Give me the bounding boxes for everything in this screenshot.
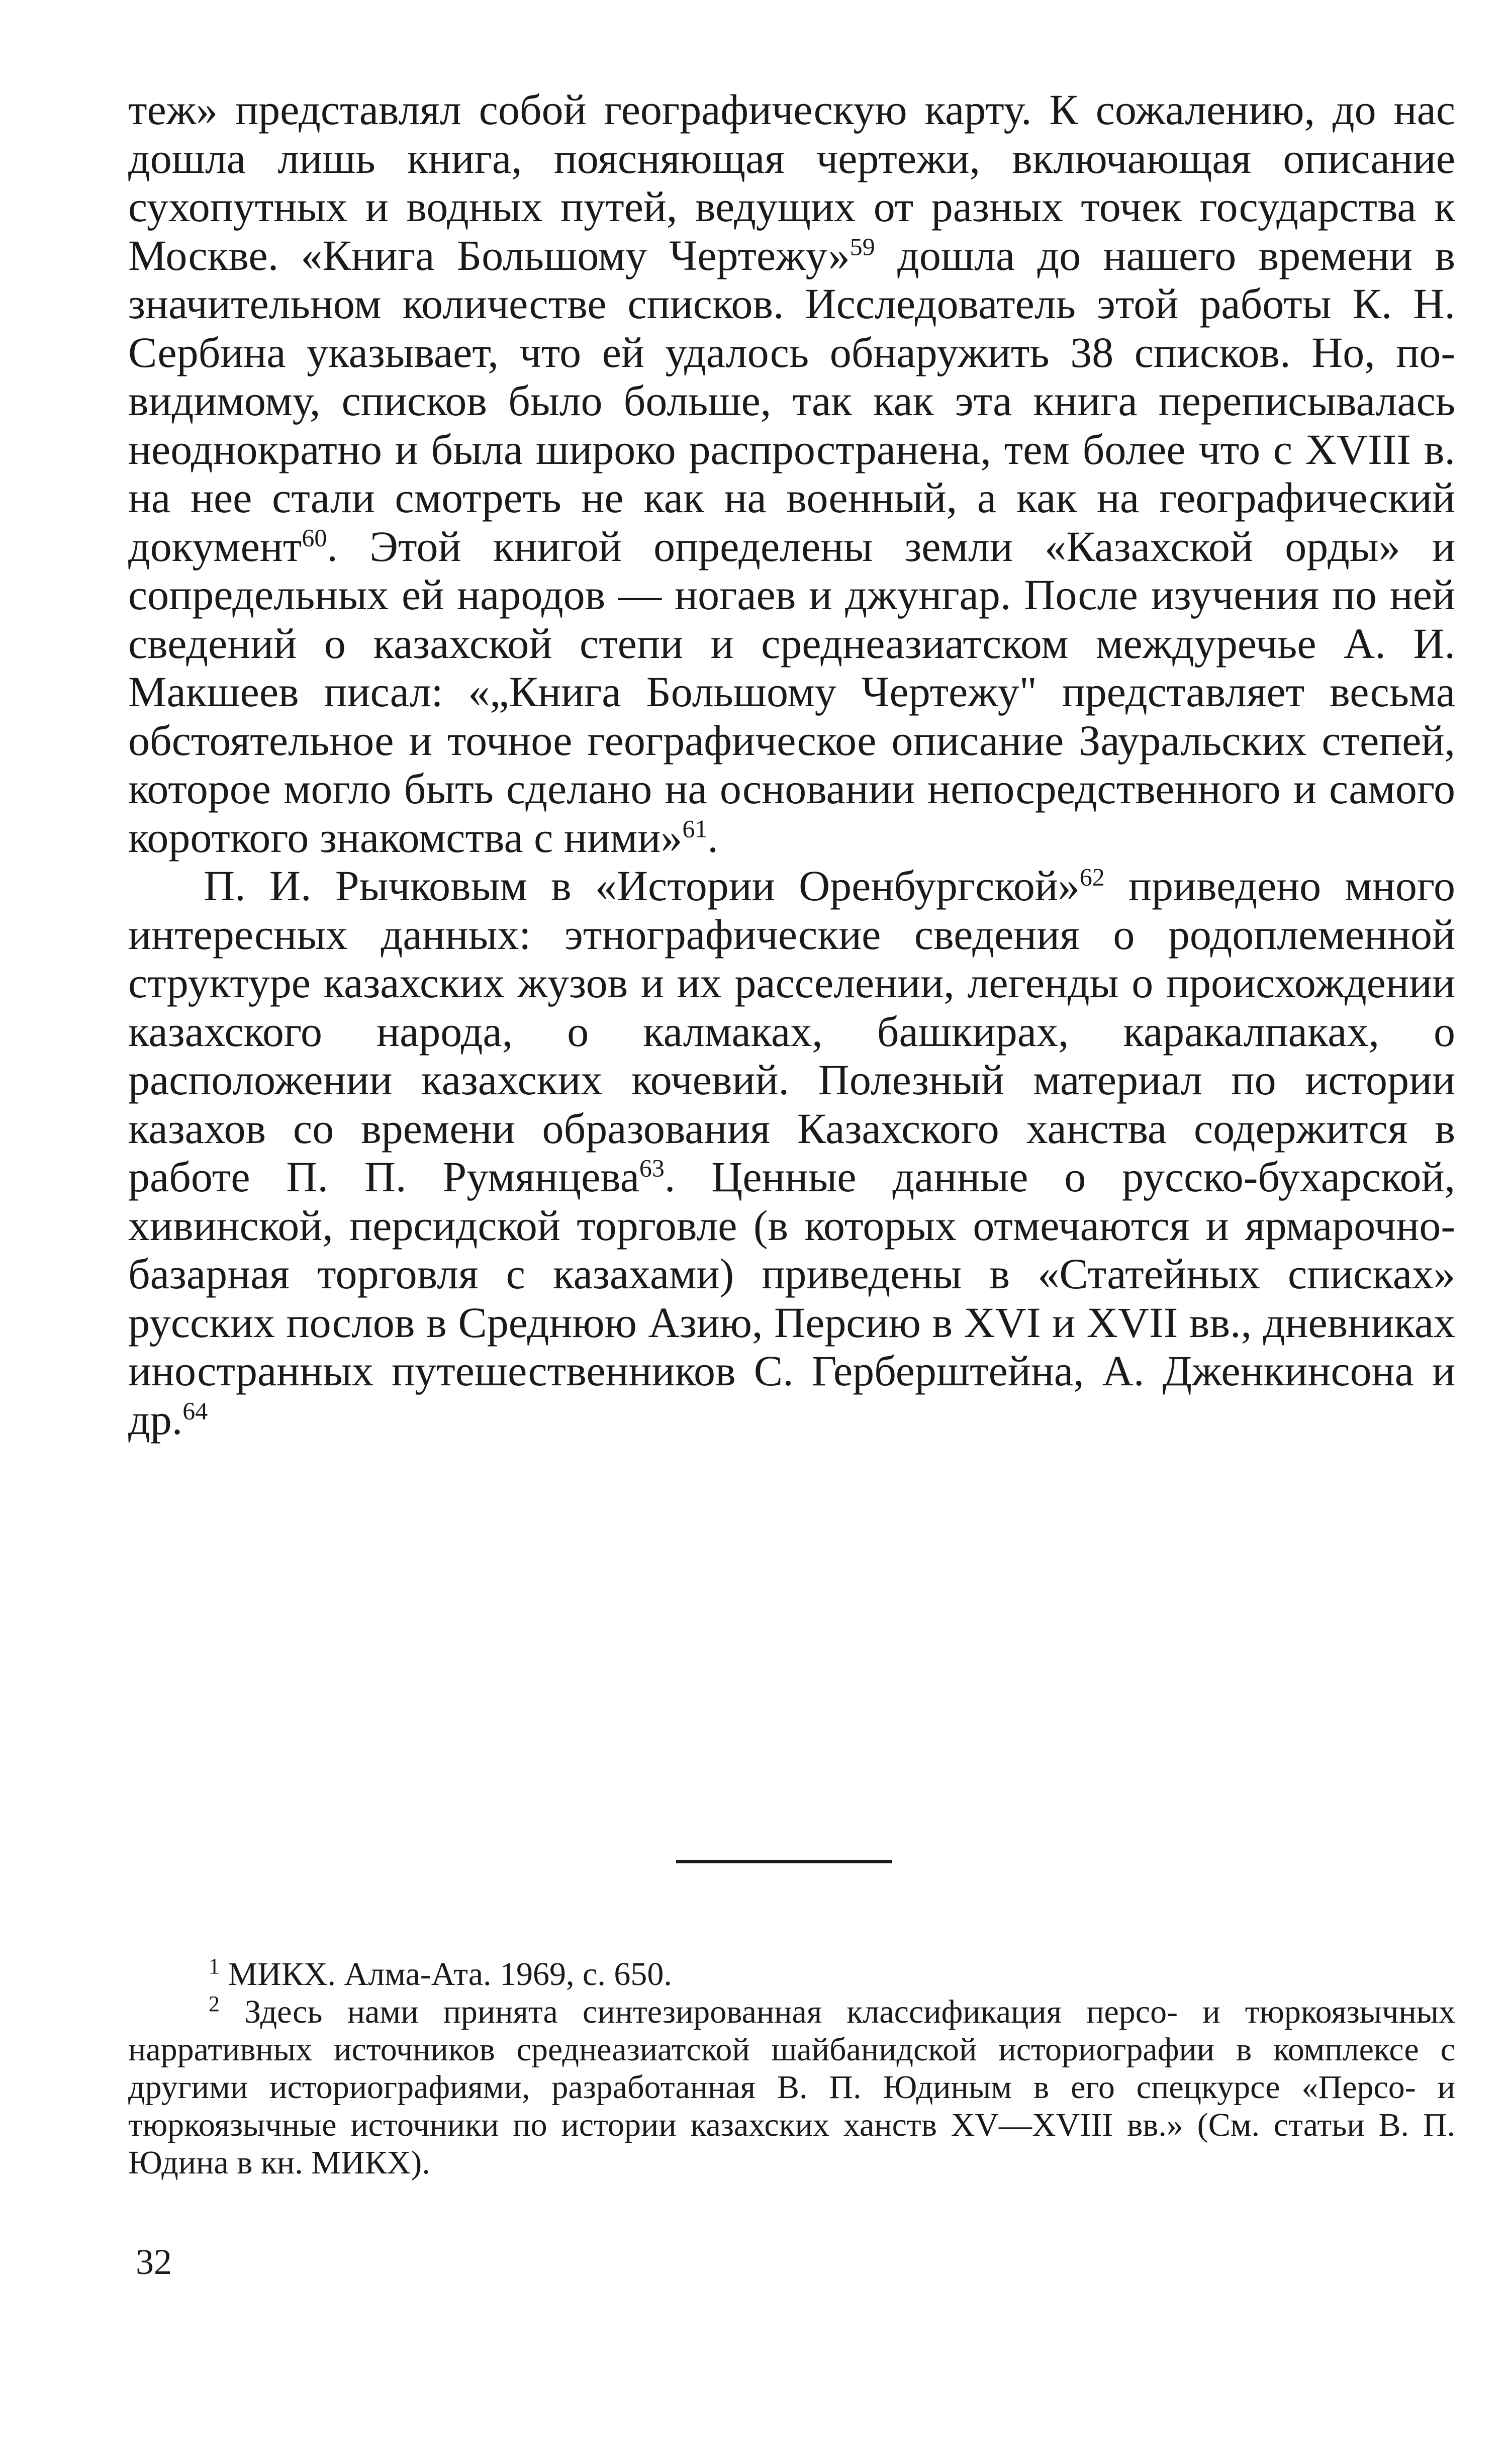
paragraph-1 bbox=[128, 85, 1455, 862]
text-segment: . Ценные данные о русско-бухарской, хивинской, персидской торговле (в которых отмечаются и ярмарочно-базарная торговля с казахами) приведены в «Статейных списках» русских послов в Среднюю Азию, Персию в XVI и XVII вв., дневниках иностранных путешественников С. Герберштейна, А. Дженкинсона и др. bbox=[128, 1153, 1456, 1444]
paragraph-2 bbox=[128, 862, 1455, 1444]
footnote-text: МИКХ. Алма-Ата. 1969, с. 650. bbox=[220, 1956, 672, 1993]
text-segment: . Этой книгой определены земли «Казахской орды» и сопредельных ей народов — ногаев и джунгар. После изучения по ней сведений о казахской степи и среднеазиатском междуречье А. И. Макшеев писал: «„Книга Большому Чертежу" представляет весьма обстоятельное и точное географическое описание Зауральских степей, которое могло быть сделано на основании непосредственного и самого короткого знакомства с ними» bbox=[128, 522, 1455, 862]
text-segment: . bbox=[707, 813, 718, 862]
footnote-ref-59: 59 bbox=[850, 232, 875, 260]
main-text bbox=[128, 85, 1455, 1444]
footnote-ref-62: 62 bbox=[1079, 863, 1105, 891]
footnote-ref-63: 63 bbox=[639, 1154, 665, 1182]
footnotes bbox=[128, 1955, 1455, 2182]
footnote-2 bbox=[128, 1993, 1455, 2182]
footnote-ref-64: 64 bbox=[182, 1396, 208, 1425]
footnote-number: 1 bbox=[209, 1954, 220, 1978]
footnote-ref-60: 60 bbox=[302, 523, 327, 551]
footnote-number: 2 bbox=[209, 1992, 220, 2016]
text-segment: приведено много интересных данных: этнографические сведения о родоплеменной структуре казахских жузов и их расселении, легенды о происхождении казахского народа, о калмаках, башкирах, каракалпаках, о расположении казахских кочевий. Полезный материал по истории казахов со времени образования Казахского ханства содержится в работе П. П. Румянцева bbox=[128, 862, 1456, 1201]
footnote-text: Здесь нами принята синтезированная классификация персо- и тюркоязычных нарративных источников среднеазиатской шайбанидской историографии в комплексе с другими историографиями, разработанная В. П. Юдиным в его спецкурсе «Персо- и тюркоязычные источники по истории казахских ханств XV—XVIII вв.» (См. статьи В. П. Юдина в кн. МИКХ). bbox=[128, 1994, 1455, 2181]
text-segment: дошла до нашего времени в значительном количестве списков. Исследователь этой работы К. Н. Сербина указывает, что ей удалось обнаружить 38 списков. Но, по-видимому, списков было больше, так как эта книга переписывалась неоднократно и была широко распространена, тем более что с XVIII в. на нее стали смотреть не как на военный, а как на географический документ bbox=[128, 231, 1455, 571]
footnote-1 bbox=[128, 1955, 1455, 1993]
footnote-ref-61: 61 bbox=[682, 814, 708, 842]
footnote-separator bbox=[676, 1860, 892, 1863]
text-segment: теж» представлял собой географическую карту. К сожалению, до нас дошла лишь книга, поясняющая чертежи, включающая описание сухопутных и водных путей, ведущих от разных точек государства к Москве. «Книга Большому Чертежу» bbox=[128, 85, 1455, 279]
text-segment: П. И. Рычковым в «Истории Оренбургской» bbox=[204, 862, 1080, 910]
page-number: 32 bbox=[136, 2242, 172, 2282]
